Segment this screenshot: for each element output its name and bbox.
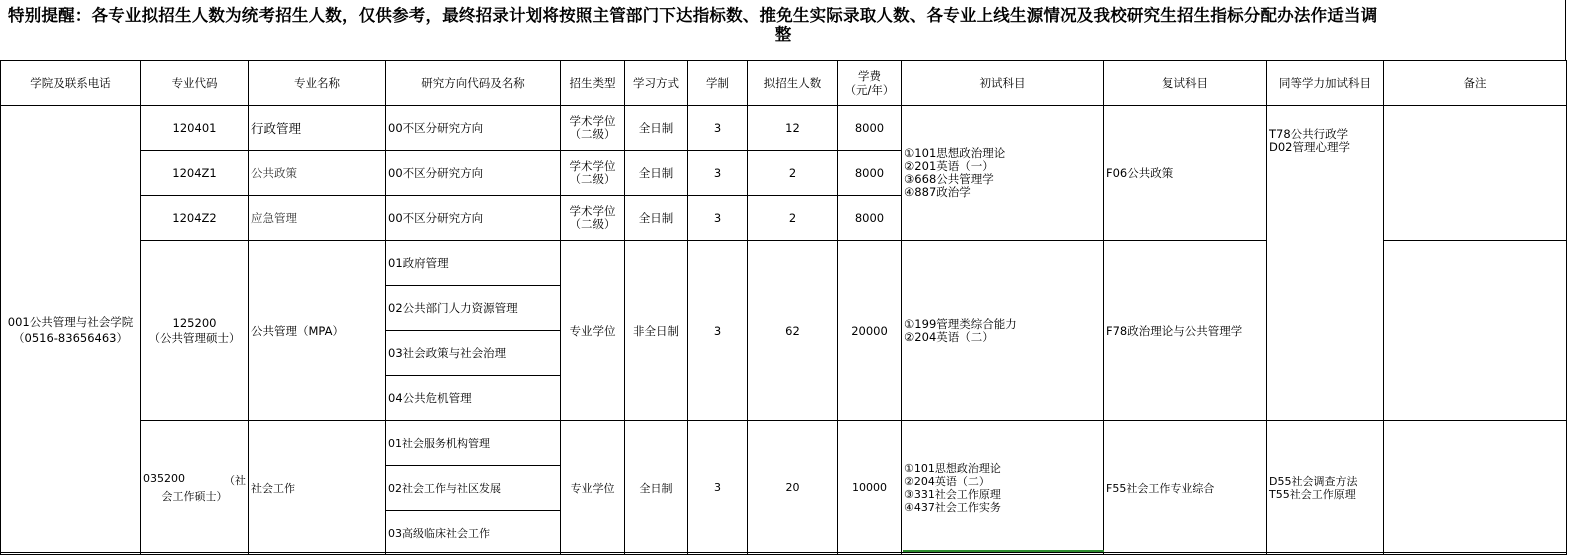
study-years: 3 — [688, 151, 748, 196]
tuition-fee: 8000 — [838, 151, 902, 196]
study-mode: 全日制 — [625, 106, 688, 151]
quota: 2 — [748, 151, 838, 196]
exam-subjects — [902, 421, 1104, 555]
header-direction: 研究方向代码及名称 — [386, 61, 561, 106]
study-years: 3 — [688, 196, 748, 241]
direction-name: 00不区分研究方向 — [386, 106, 561, 151]
major-name: 社会工作 — [249, 421, 386, 555]
major-name: 公共政策 — [249, 151, 386, 196]
exam-subject: ①101思想政治理论 — [904, 461, 1001, 475]
admission-type-line1: 学术学位 — [569, 114, 616, 128]
extra-subject: T78公共行政学 — [1269, 127, 1349, 141]
notice-line-1: 特别提醒：各专业拟招生人数为统考招生人数，仅供参考，最终招录计划将按照主管部门下达指标数、推免生实际录取人数、各专业上线生源情况及我校研究生招生指标分配办法作适当调 — [8, 6, 1378, 25]
study-mode: 全日制 — [625, 151, 688, 196]
direction-name: 03高级临床社会工作 — [386, 511, 561, 555]
study-mode: 全日制 — [625, 421, 688, 555]
admission-type-line2: （二级） — [569, 217, 616, 231]
notice-banner — [0, 0, 1566, 60]
admission-type-line2: （二级） — [569, 127, 616, 141]
exam-subjects — [902, 106, 1104, 241]
major-code-suffix: （社 — [224, 473, 246, 487]
direction-name: 04公共危机管理 — [386, 376, 561, 421]
major-code-line2: （公共管理硕士） — [148, 330, 241, 345]
header-quota: 拟招生人数 — [748, 61, 838, 106]
quota: 62 — [748, 241, 838, 421]
tuition-fee: 20000 — [838, 241, 902, 421]
header-mode: 学习方式 — [625, 61, 688, 106]
tuition-fee: 8000 — [838, 106, 902, 151]
header-exam: 初试科目 — [902, 61, 1104, 106]
quota: 12 — [748, 106, 838, 151]
major-name: 行政管理 — [249, 106, 386, 151]
direction-name: 02社会工作与社区发展 — [386, 466, 561, 511]
table-row — [1, 106, 1567, 151]
major-code-line1: 035200 — [143, 471, 185, 485]
header-retest: 复试科目 — [1104, 61, 1267, 106]
admission-type — [561, 106, 625, 151]
header-years: 学制 — [688, 61, 748, 106]
exam-subject: ③331社会工作原理 — [904, 487, 1001, 501]
major-code: 1204Z1 — [141, 151, 249, 196]
exam-subject: ④437社会工作实务 — [904, 500, 1001, 514]
exam-subjects — [902, 241, 1104, 421]
extra-subject: D02管理心理学 — [1269, 140, 1350, 154]
major-code — [141, 421, 249, 555]
college-phone: （0516-83656463） — [13, 331, 128, 345]
study-years: 3 — [688, 421, 748, 555]
header-row — [1, 61, 1567, 106]
study-years: 3 — [688, 241, 748, 421]
header-fee-line1: 学费 — [858, 69, 881, 83]
cell-selection-indicator — [903, 550, 1104, 552]
major-code-line1: 125200 — [172, 315, 217, 330]
retest-subject: F06公共政策 — [1104, 106, 1267, 241]
study-years: 3 — [688, 106, 748, 151]
exam-subject: ①199管理类综合能力 — [904, 316, 1017, 331]
direction-name: 01政府管理 — [386, 241, 561, 286]
college-name: 001公共管理与社会学院 — [7, 315, 134, 329]
quota: 20 — [748, 421, 838, 555]
admission-type-line1: 学术学位 — [569, 204, 616, 218]
admission-type-line2: （二级） — [569, 172, 616, 186]
remark-cell — [1384, 421, 1567, 555]
header-code: 专业代码 — [141, 61, 249, 106]
quota: 2 — [748, 196, 838, 241]
admission-type: 专业学位 — [561, 241, 625, 421]
direction-name: 03社会政策与社会治理 — [386, 331, 561, 376]
exam-subject: ②201英语（一） — [904, 159, 994, 173]
table-bottom-rule — [0, 552, 1566, 553]
exam-subject: ②204英语（二） — [904, 329, 994, 344]
retest-subject: F78政治理论与公共管理学 — [1104, 241, 1267, 421]
header-type: 招生类型 — [561, 61, 625, 106]
admissions-table — [0, 60, 1567, 555]
header-remark: 备注 — [1384, 61, 1567, 106]
major-name: 应急管理 — [249, 196, 386, 241]
college-cell — [1, 106, 141, 555]
header-fee-line2: （元/年） — [844, 83, 895, 97]
extra-subjects — [1267, 421, 1384, 555]
exam-subject: ①101思想政治理论 — [904, 146, 1006, 160]
extra-subject: D55社会调查方法 — [1269, 474, 1358, 488]
notice-line-2: 整 — [774, 25, 792, 44]
extra-subjects — [1267, 106, 1384, 421]
remark-cell — [1384, 241, 1567, 421]
direction-name: 00不区分研究方向 — [386, 196, 561, 241]
admission-type: 专业学位 — [561, 421, 625, 555]
header-fee — [838, 61, 902, 106]
major-code-line2: 会工作硕士） — [161, 489, 228, 503]
extra-subject: T55社会工作原理 — [1269, 487, 1356, 501]
major-name: 公共管理（MPA） — [249, 241, 386, 421]
header-major: 专业名称 — [249, 61, 386, 106]
admission-type — [561, 196, 625, 241]
study-mode: 全日制 — [625, 196, 688, 241]
admission-type-line1: 学术学位 — [569, 159, 616, 173]
admission-type — [561, 151, 625, 196]
direction-name: 02公共部门人力资源管理 — [386, 286, 561, 331]
header-extra: 同等学力加试科目 — [1267, 61, 1384, 106]
exam-subject: ④887政治学 — [904, 185, 971, 199]
exam-subject: ②204英语（二） — [904, 474, 990, 488]
direction-name: 00不区分研究方向 — [386, 151, 561, 196]
retest-subject: F55社会工作专业综合 — [1104, 421, 1267, 555]
exam-subject: ③668公共管理学 — [904, 172, 994, 186]
major-code: 1204Z2 — [141, 196, 249, 241]
header-college: 学院及联系电话 — [1, 61, 141, 106]
remark-cell — [1384, 106, 1567, 241]
tuition-fee: 10000 — [838, 421, 902, 555]
tuition-fee: 8000 — [838, 196, 902, 241]
major-code: 120401 — [141, 106, 249, 151]
study-mode: 非全日制 — [625, 241, 688, 421]
major-code — [141, 241, 249, 421]
table-row — [1, 421, 1567, 466]
direction-name: 01社会服务机构管理 — [386, 421, 561, 466]
